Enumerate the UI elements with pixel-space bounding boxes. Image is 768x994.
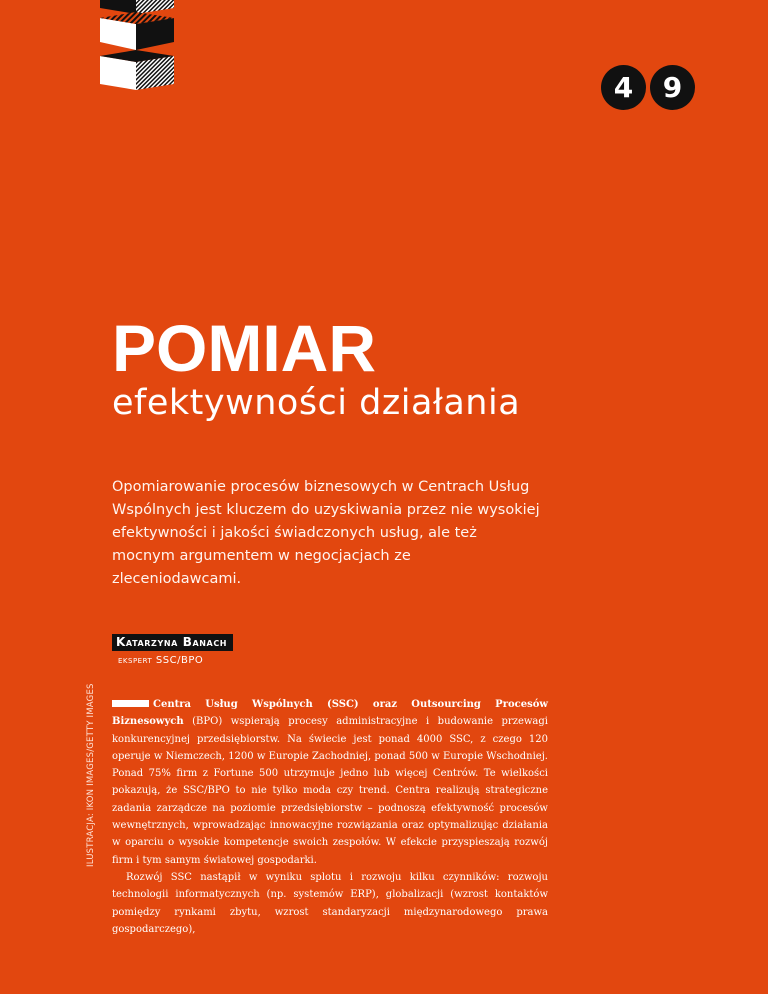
author-role-prefix: ekspert [118,655,153,666]
body-paragraph: Rozwój SSC nastąpił w wyniku splotu i rozwoju kilku czynników: rozwoju technologii informatycznych (np. systemów ERP), globalizacji (wzrost kontaktów pomiędzy rynkami zbytu, wzrost standaryzacji międzynarodowego prawa gospodarczego), [112,871,548,935]
body-paragraph-text: (BPO) wspierają procesy administracyjne i budowanie przewagi konkurencyjnej przedsiębiorstw. Na świecie jest ponad 4000 SSC, z czego 120 operuje w Niemczech, 1200 w Europie Zachodniej, ponad 500 w Europie Wschodniej. Ponad 75% firm z Fortune 500 utrzymuje jedno lub więcej Centrów. Te wielkości pokazują, że SSC/BPO to nie tylko moda czy trend. Centra realizują strategiczne zadania zarządcze na poziomie przedsiębiorstw – podnoszą efektywność procesów wewnętrznych, wprowadzając innowacyjne rozwiązania oraz optymalizując działania w oparciu o wysokie kompetencje swoich zespołów. W efekcie przyspieszają rozwój firm i tym samym światowej gospodarki. [112,716,548,866]
lead-text: Opomiarowanie procesów biznesowych w Centrach Usług Wspólnych jest kluczem do uzyskiwania przez nie wysokiej efektywności i jakości świadczonych usług, ale też mocnym argumentem w negocjacjach ze zleceniodawcami. [112,479,540,587]
author-role [118,655,203,666]
illustration-credit: ILUSTRACJA: IKON IMAGES/GETTY IMAGES [86,683,96,867]
page-number [601,65,695,110]
paragraph-marker [112,700,149,707]
page-number-digit: 4 [601,65,646,110]
article-body [112,696,548,938]
author-role-title: SSC/BPO [155,655,204,666]
decorative-blocks-illustration [96,0,176,92]
body-paragraph [112,696,548,869]
article-lead [112,476,542,591]
body-lead-in: Centra Usług Wspólnych (SSC) oraz Outsourcing Procesów Biznesowych [112,699,548,728]
page-number-digit: 9 [650,65,695,110]
author-name: Katarzyna Banach [112,634,233,651]
article-title: POMIAR [112,311,376,385]
article-subtitle: efektywności działania [112,383,521,423]
